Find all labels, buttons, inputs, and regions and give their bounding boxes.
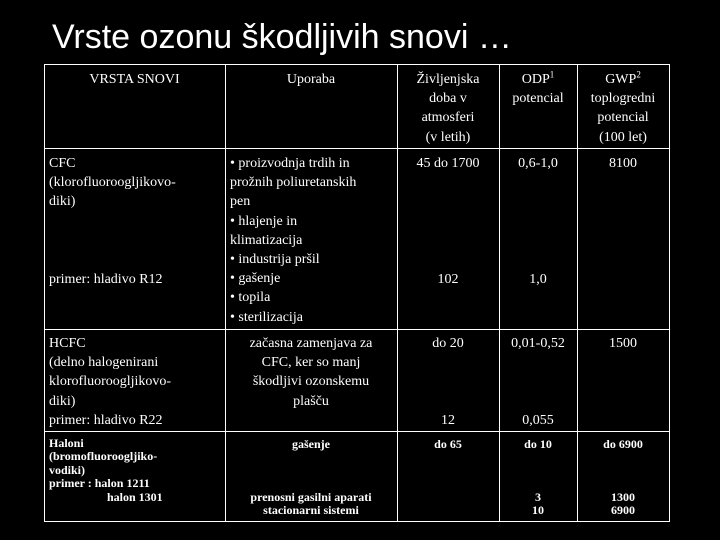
gwp-label: GWP xyxy=(605,72,637,87)
cell-line: halon 1301 xyxy=(107,489,163,504)
row-divider xyxy=(44,329,670,330)
header-line: atmosferi xyxy=(421,110,475,126)
row-divider xyxy=(44,148,670,149)
table-border-left xyxy=(44,64,45,522)
header-line: Življenjska xyxy=(416,72,480,87)
header-uporaba: Uporaba xyxy=(286,72,336,87)
cell-line: škodljivi ozonskemu xyxy=(252,374,370,390)
table-border-top xyxy=(44,64,670,65)
cfc-odp-2: 1,0 xyxy=(529,272,547,287)
cell-line: plašču xyxy=(293,393,329,409)
cell-line: • topila xyxy=(230,290,271,306)
halon-gwp-2 xyxy=(577,491,669,518)
cell-line: stacionarni sistemi xyxy=(263,503,359,518)
cell-line: (klorofluoroogljikovo- xyxy=(49,175,176,191)
substances-table xyxy=(44,64,670,522)
cell-line: CFC, ker so manj xyxy=(261,355,361,371)
cell-line: CFC xyxy=(49,156,76,171)
cell-line: pen xyxy=(230,194,251,210)
cell-line: prožnih poliuretanskih xyxy=(230,175,357,191)
header-line xyxy=(499,70,577,89)
cfc-life-1: 45 do 1700 xyxy=(416,156,480,171)
cfc-uses xyxy=(230,154,356,327)
cell-line: Haloni xyxy=(49,436,84,450)
hcfc-odp-2: 0,055 xyxy=(522,413,554,428)
halon-name xyxy=(49,437,163,504)
cell-line: (delno halogenirani xyxy=(49,355,159,371)
row-divider xyxy=(44,431,670,432)
header-zivljenjska-doba xyxy=(397,70,499,147)
halon-gwp-1: do 6900 xyxy=(603,437,643,451)
odp-label: ODP xyxy=(521,72,550,87)
odp-footnote-mark: 1 xyxy=(549,69,555,80)
header-line: (100 let) xyxy=(599,129,647,145)
cell-line: vodiki) xyxy=(49,462,86,477)
cell-line: • hlajenje in xyxy=(230,213,298,229)
column-divider xyxy=(225,64,226,522)
header-line xyxy=(577,70,669,89)
cell-line: klimatizacija xyxy=(230,232,303,248)
cell-line: • proizvodnja trdih in xyxy=(230,156,350,171)
header-line: doba v xyxy=(429,91,467,107)
header-line: toplogredni xyxy=(590,91,656,107)
gwp-footnote-mark: 2 xyxy=(636,69,641,80)
cell-line: klorofluoroogljikovo- xyxy=(49,374,172,390)
cell-line: prenosni gasilni aparati xyxy=(250,490,372,504)
halon-use-2 xyxy=(225,491,397,518)
cell-line: • sterilizacija xyxy=(230,309,303,325)
cell-line: 1300 xyxy=(611,490,635,504)
cfc-gwp: 8100 xyxy=(609,156,637,171)
table-border-bottom xyxy=(44,521,670,522)
hcfc-gwp: 1500 xyxy=(609,336,637,351)
cell-line: primer : halon 1211 xyxy=(49,476,150,491)
header-line: potencial xyxy=(512,91,564,107)
cell-line: 3 xyxy=(535,490,541,504)
cfc-odp-1: 0,6-1,0 xyxy=(518,156,558,171)
header-line: (v letih) xyxy=(425,129,471,145)
cell-line: začasna zamenjava za xyxy=(249,336,373,351)
halon-odp-1: do 10 xyxy=(524,437,552,451)
halon-use-1: gašenje xyxy=(292,437,330,451)
cfc-name xyxy=(49,154,176,212)
cell-line: • gašenje xyxy=(230,271,281,287)
cell-line: diki) xyxy=(49,194,76,210)
halon-odp-2 xyxy=(499,491,577,518)
header-line: potencial xyxy=(597,110,649,126)
header-odp xyxy=(499,70,577,108)
header-gwp xyxy=(577,70,669,147)
header-vrsta: VRSTA SNOVI xyxy=(89,72,180,87)
halon-life: do 65 xyxy=(434,437,462,451)
table-border-right xyxy=(669,64,670,522)
cell-line: HCFC xyxy=(49,336,86,351)
hcfc-life-2: 12 xyxy=(441,413,455,428)
cell-line: diki) xyxy=(49,393,76,409)
hcfc-odp-1: 0,01-0,52 xyxy=(511,336,565,351)
cell-line: 10 xyxy=(532,503,544,518)
cfc-life-2: 102 xyxy=(437,272,459,287)
page-title: Vrste ozonu škodljivih snovi … xyxy=(52,18,512,56)
hcfc-uses xyxy=(225,334,397,411)
cell-line: • industrija pršil xyxy=(230,252,320,268)
cell-line: (bromofluoroogljiko- xyxy=(49,449,158,464)
hcfc-life-1: do 20 xyxy=(432,336,464,351)
cell-line: primer: hladivo R22 xyxy=(49,412,163,428)
cfc-example: primer: hladivo R12 xyxy=(49,272,163,287)
hcfc-name xyxy=(49,334,171,430)
column-divider xyxy=(499,64,500,522)
cell-line: 6900 xyxy=(611,503,635,518)
